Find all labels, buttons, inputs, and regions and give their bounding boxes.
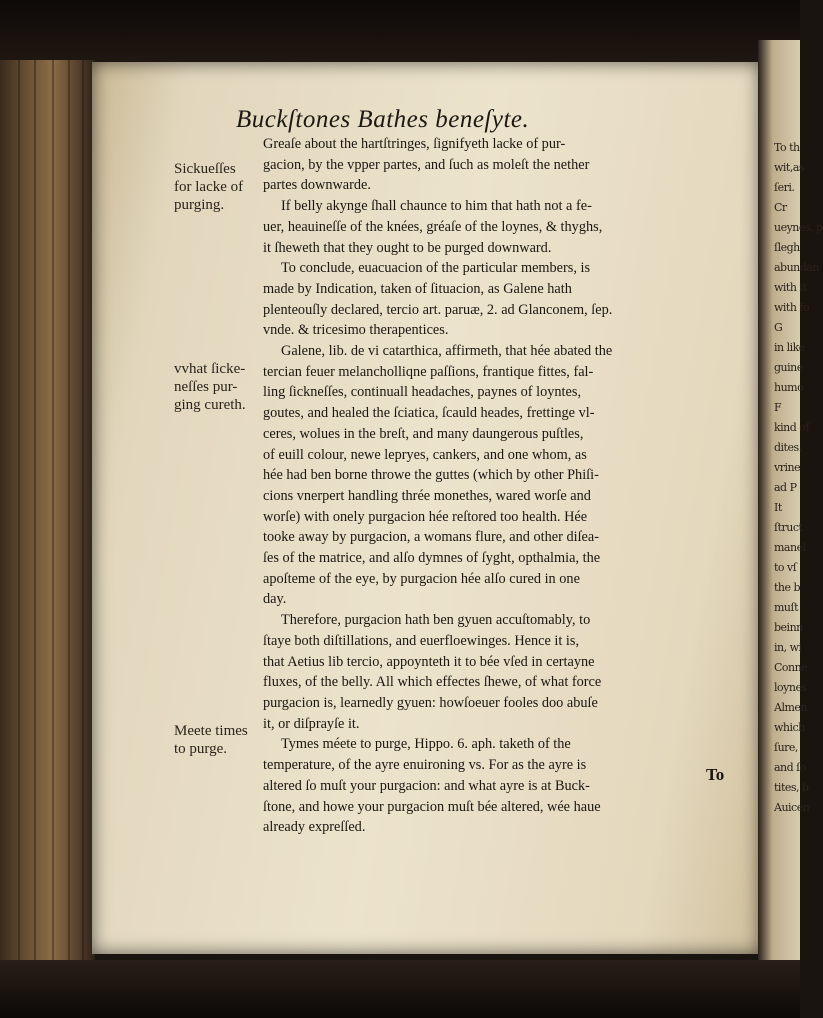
facing-page-fragment: dites. [774, 441, 802, 454]
facing-page-fragment: kind of [774, 421, 809, 434]
facing-page-fragment: To th [774, 141, 800, 154]
facing-page-fragment: ſtruct [774, 521, 803, 534]
text-line: already expreſſed. [263, 819, 366, 836]
margin-note-lacke-of-purging: Sickueſſes for lacke of purging. [174, 161, 244, 213]
text-line: of euill colour, newe lepryes, cankers, and one whom, as [263, 446, 587, 463]
facing-page-fragment: Cr [774, 201, 787, 214]
text-line: Greaſe about the hartſtringes, ſignifyeth lacke of pur- [263, 136, 566, 152]
text-line: temperature, of the ayre enuironing vs. For as the ayre is [263, 757, 587, 774]
facing-page-fragment: ſure, [774, 741, 798, 754]
facing-page-edge [758, 40, 823, 970]
text-line: ceres, wolues in the breſt, and many daungerous puſtles, [263, 425, 584, 442]
facing-page-fragment: Auicen [774, 801, 810, 814]
text-line: Galene, lib. de vi catarthica, affirmeth, that hée abated the [281, 343, 613, 360]
text-line: hée had ben borne throwe the guttes (which by other Phiſi- [263, 467, 599, 484]
facing-page-fragment: F [774, 401, 782, 414]
text-line: Therefore, purgacion hath ben gyuen accuſtomably, to [281, 612, 591, 629]
text-line: If belly akynge ſhall chaunce to him that hath not a fe- [281, 198, 592, 215]
text-line: it ſheweth that they ought to be purged downward. [263, 239, 552, 256]
text-line: fluxes, of the belly. All which effectes ſhewe, of what force [263, 674, 602, 691]
scanner-background-bottom [0, 960, 800, 1018]
body-text [263, 134, 739, 838]
text-line: it, or diſprayſe it. [263, 715, 360, 732]
text-line: altered ſo muſt your purgacion: and what ayre is at Buck- [263, 777, 590, 794]
running-title: Buckſtones Bathes beneſyte. [236, 106, 530, 133]
catchword: To [706, 765, 725, 784]
facing-page-fragment: in like [774, 341, 805, 354]
text-line: day. [263, 591, 287, 608]
facing-page-fragment: wit,as [774, 161, 805, 174]
facing-page-fragment: to vſ [774, 561, 797, 574]
facing-page-fragment: the b [774, 581, 801, 594]
text-line: partes downwarde. [263, 177, 371, 194]
facing-page-fragment: with fo [774, 301, 810, 314]
text-line: that Aetius lib tercio, appoynteth it to bée vſed in certayne [263, 653, 595, 670]
text-line: made by Indication, taken of ſituacion, as Galene hath [263, 280, 572, 297]
facing-page-fragment: Almen [774, 701, 807, 714]
text-line: uer, heauineſſe of the knées, gréaſe of the loynes, & thyghs, [263, 218, 603, 235]
facing-page-fragment: abundan [774, 261, 819, 274]
text-line: gacion, by the vpper partes, and ſuch as moleſt the nether [263, 156, 590, 173]
facing-page-fragment: humo [774, 381, 804, 394]
facing-page-fragment: muſt [774, 601, 799, 614]
facing-page-fragment: It [774, 501, 782, 514]
text-line: worſe) with onely purgacion hée reſtored too health. Hée [263, 508, 588, 525]
text-line: goutes, and healed the ſciatica, ſcauld heades, frettinge vl- [263, 405, 595, 422]
text-line: apoſteme of the eye, by purgacion hée alſo cured in one [263, 570, 580, 587]
facing-page-fragment: ad P [774, 481, 797, 494]
facing-page-fragment: loynes [774, 681, 807, 694]
text-line: tercian feuer melancholliqne paſſions, frantique fittes, fal- [263, 363, 594, 380]
text-line: ling ſickneſſes, continuall headaches, paynes of loyntes, [263, 384, 582, 401]
facing-page-fragment: beinn [774, 621, 803, 634]
facing-page-fragment: with it [774, 281, 807, 294]
text-line: plenteouſly declared, tercio art. paruæ, 2. ad Glanconem, ſep. [263, 301, 613, 318]
facing-page-fragment: vrine [774, 461, 801, 474]
facing-page-fragment: guine [774, 361, 803, 374]
facing-page-fragment: manel [774, 541, 806, 554]
text-line: To conclude, euacuacion of the particular members, is [281, 260, 591, 277]
facing-page-text [774, 40, 823, 818]
margin-note-what-purging-cureth: vvhat ſicke- neſſes pur- ging cureth. [174, 361, 246, 413]
text-line: Tymes méete to purge, Hippo. 6. aph. taketh of the [281, 736, 571, 753]
text-line: vnde. & tricesimo therapentices. [263, 322, 449, 339]
facing-page-fragment: tites, b [774, 781, 809, 794]
text-line: tooke away by purgacion, a womans flure, and other diſea- [263, 529, 599, 546]
text-line: ſes of the matrice, and alſo dymnes of ſyght, opthalmia, the [263, 550, 601, 567]
text-line: purgacion is, learnedly gyuen: howſoeuer fooles doo abuſe [263, 694, 598, 711]
margin-note-meete-times: Meete times to purge. [174, 723, 248, 757]
facing-page-fragment: in, wi [774, 641, 802, 654]
text-line: ſtaye both diſtillations, and euerfloewinges. Hence it is, [263, 632, 580, 649]
book-fore-edge [0, 60, 95, 960]
facing-page-fragment: G [774, 321, 783, 334]
text-line: ſtone, and howe your purgacion muſt bée altered, wée haue [263, 798, 601, 815]
facing-page-fragment: and ſo [774, 761, 806, 774]
facing-page-fragment: Conne [774, 661, 808, 674]
text-line: cions vnerpert handling thrée monethes, wared worſe and [263, 487, 591, 504]
facing-page-fragment: which [774, 721, 805, 734]
facing-page-fragment: ueynes, p [774, 221, 823, 234]
facing-page-fragment: ſeri. [774, 181, 795, 194]
facing-page-fragment: ſlegh [774, 241, 800, 254]
